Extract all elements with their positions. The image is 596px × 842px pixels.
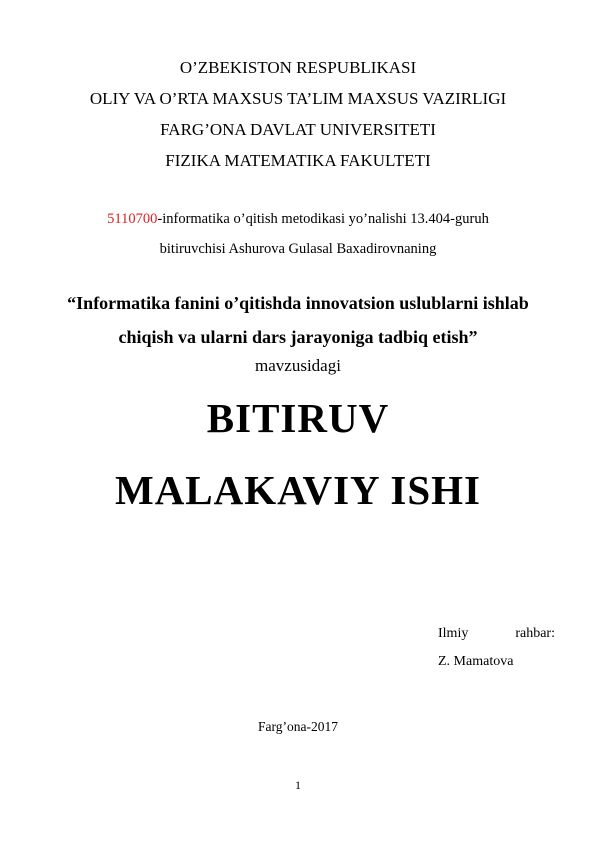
supervisor-label-word1: Ilmiy [438, 626, 469, 641]
supervisor-name: Z. Mamatova [438, 654, 514, 669]
topic-suffix: mavzusidagi [255, 356, 341, 375]
program-description: -informatika o’qitish metodikasi yo’nalishi 13.404-guruh [157, 211, 489, 227]
title-line2: MALAKAVIY ISHI [115, 467, 481, 513]
supervisor-label [438, 626, 555, 642]
header-ministry: OLIY VA O’RTA MAXSUS TA’LIM MAXSUS VAZIRLIGI [89, 89, 507, 108]
header-republic: O’ZBEKISTON RESPUBLIKASI [179, 58, 417, 77]
program-code: 5110700 [107, 211, 158, 227]
thesis-topic-line1: “Informatika fanini o’qitishda innovatsion uslublarni ishlab [67, 293, 529, 313]
page-number: 1 [295, 778, 301, 792]
student-name-line: bitiruvchisi Ashurova Gulasal Baxadirovnaning [159, 241, 437, 257]
header-faculty: FIZIKA MATEMATIKA FAKULTETI [165, 151, 431, 170]
student-program-line [0, 211, 596, 228]
title-line1: BITIRUV [206, 395, 390, 441]
city-year: Farg’ona-2017 [258, 719, 338, 734]
thesis-topic-line2: chiqish va ularni dars jarayoniga tadbiq etish” [118, 327, 478, 347]
header-university: FARG’ONA DAVLAT UNIVERSITETI [160, 120, 436, 139]
supervisor-label-word2: rahbar: [515, 626, 555, 641]
